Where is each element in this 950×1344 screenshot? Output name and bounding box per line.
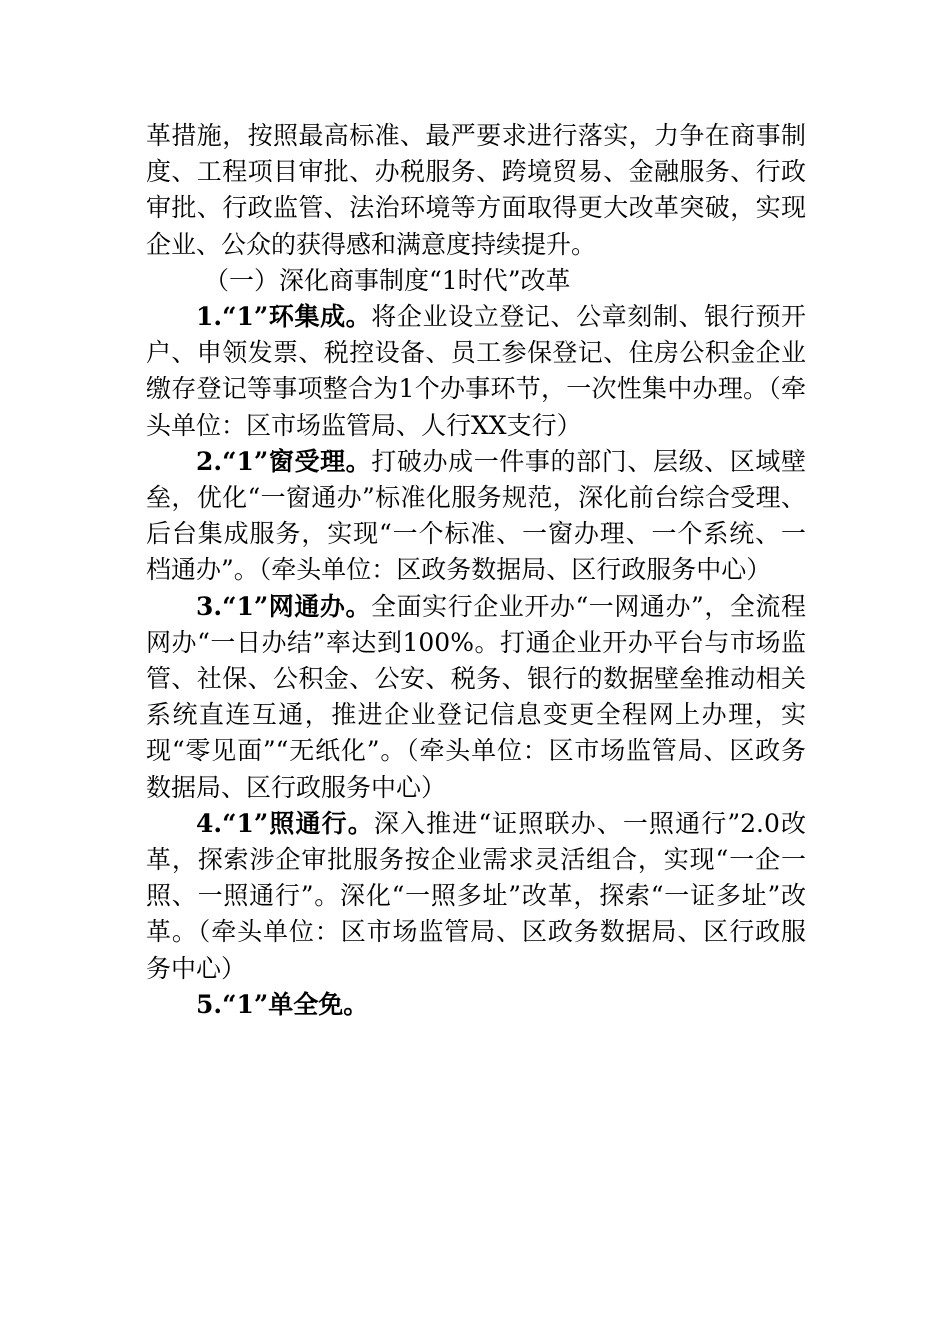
item-body: 打破办成一件事的部门、层级、区域壁垒，优化“一窗通办”标准化服务规范，深化前台综合受理、后台集成服务，实现“一个标准、一窗办理、一个系统、一档通办”。（牵头单位：区政务数据局、区行政服务中心） [146, 446, 806, 585]
list-item [146, 589, 806, 806]
intro-paragraph: 革措施，按照最高标准、最严要求进行落实，力争在商事制度、工程项目审批、办税服务、跨境贸易、金融服务、行政审批、行政监管、法治环境等方面取得更大改革突破，实现企业、公众的获得感和满意度持续提升。 [146, 121, 806, 259]
list-item [146, 806, 806, 987]
list-item [146, 444, 806, 589]
item-body: 将企业设立登记、公章刻制、银行预开户、申领发票、税控设备、员工参保登记、住房公积金企业缴存登记等事项整合为1个办事环节，一次性集中办理。（牵头单位：区市场监管局、人行XX支行） [146, 302, 806, 440]
item-title: 2.“1”窗受理。 [196, 446, 372, 476]
section-heading: （一）深化商事制度“1时代”改革 [204, 265, 571, 295]
item-body: 全面实行企业开办“一网通办”，全流程网办“一日办结”率达到100%。打通企业开办平台与市场监管、社保、公积金、公安、税务、银行的数据壁垒推动相关系统直连互通，推进企业登记信息变更全程网上办理，实现“零见面”“无纸化”。（牵头单位：区市场监管局、区政务数据局、区行政服务中心） [146, 591, 806, 802]
item-title: 5.“1”单全免。 [196, 989, 369, 1019]
item-title: 1.“1”环集成。 [196, 302, 372, 332]
item-body: 深入推进“证照联办、一照通行”2.0改革，探索涉企审批服务按企业需求灵活组合，实现“一企一照、一照通行”。深化“一照多址”改革，探索“一证多址”改革。（牵头单位：区市场监管局、区政务数据局、区行政服务中心） [146, 808, 806, 983]
list-item [146, 987, 806, 1023]
list-item [146, 299, 806, 444]
item-title: 3.“1”网通办。 [196, 591, 372, 621]
document-page [146, 118, 806, 1023]
item-title: 4.“1”照通行。 [196, 808, 374, 838]
